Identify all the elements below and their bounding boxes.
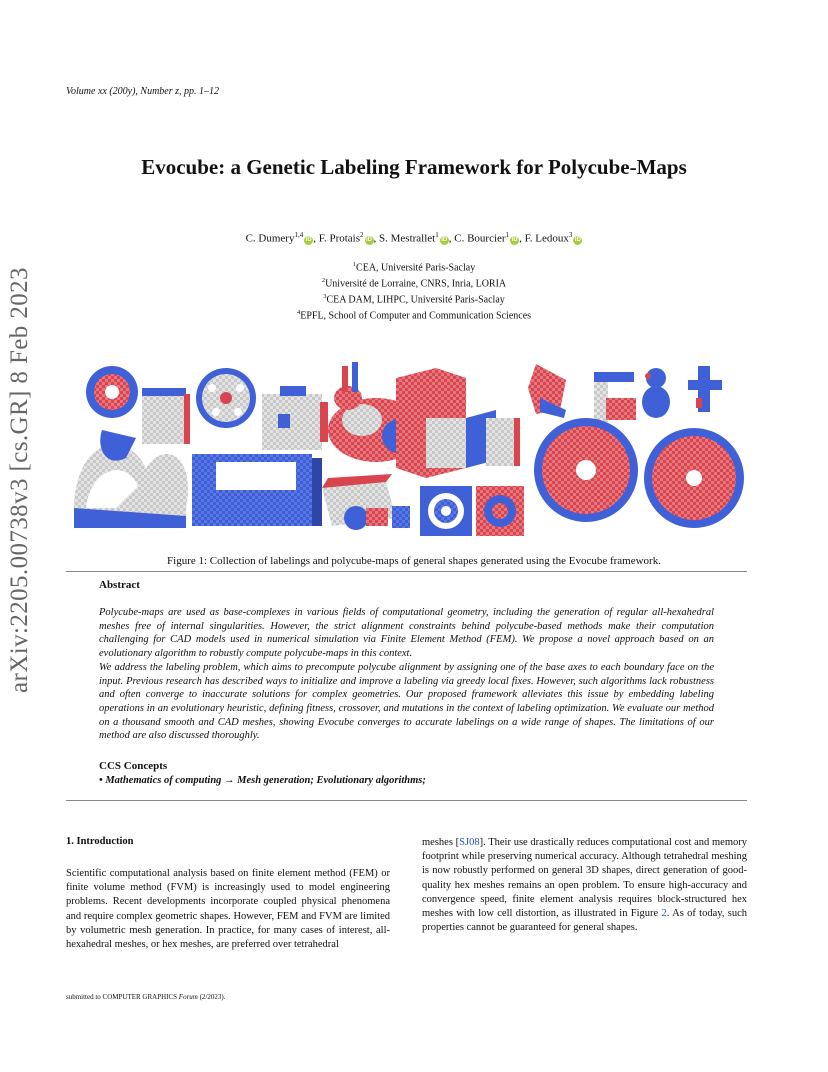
shape-grey-block: [142, 388, 190, 444]
shape-wing: [528, 364, 566, 418]
journal-header: Volume xx (200y), Number z, pp. 1–12: [66, 86, 220, 97]
orcid-icon[interactable]: iD: [441, 236, 448, 243]
author-name: C. Bourcier: [454, 232, 506, 245]
intro-paragraph-left: Scientific computational analysis based on finite element method (FEM) or finite volume method (FVM) is increasingly used to model engineering problems. Recent developments incorporate coupled physical phenomena and require complex geometric shapes. However, FEM and FVM are limited by volumetric mesh generation. In practice, for many cases of interest, all-hexahedral meshes, or hex meshes, are preferred over tetrahedral: [66, 868, 390, 951]
affiliation: [0, 291, 828, 307]
author-name: F. Ledoux: [524, 232, 569, 245]
intro-text: . As of today, such properties cannot be guaranteed for general shapes.: [422, 908, 747, 934]
author-name: F. Protais: [318, 232, 361, 245]
paper-title: Evocube: a Genetic Labeling Framework for Polycube-Maps: [141, 155, 687, 179]
ccs-rest: Mesh generation; Evolutionary algorithms;: [237, 775, 426, 786]
shape-cross-block: [262, 386, 328, 450]
footer-text: submitted to COMPUTER GRAPHICS: [66, 993, 179, 1001]
abstract-bottom-rule: [66, 800, 747, 801]
affiliation-sup: 4: [296, 308, 301, 316]
affiliation: [0, 259, 828, 275]
intro-right-column: [422, 836, 747, 935]
citation-link[interactable]: SJ08: [459, 837, 480, 848]
figure-polycube-collection: [66, 358, 762, 548]
shape-fan-grid: [420, 486, 472, 536]
orcid-icon[interactable]: iD: [305, 236, 312, 243]
shape-frame: [74, 430, 188, 528]
author-name: C. Dumery: [245, 232, 295, 245]
affiliation-text: EPFL, School of Computer and Communication Sciences: [300, 310, 532, 322]
shape-t-piece: [688, 366, 722, 412]
abstract-paragraph: Polycube-maps are used as base-complexes in various fields of computational geometry, including the generation of regular all-hexahedral meshes free of internal singularities. However, the strict alignment constraints behind polycube-based methods make their computation challenging for CAD models used in numerical simulation via Finite Element Method (FEM). We propose a novel approach based on an evolutionary algorithm to robustly compute polycube-maps in this context.: [99, 607, 714, 660]
orcid-icon[interactable]: iD: [511, 236, 518, 243]
author-sup: 1: [435, 231, 439, 239]
abstract-heading: Abstract: [99, 579, 140, 591]
orcid-icon[interactable]: iD: [366, 236, 373, 243]
author-name: S. Mestrallet: [379, 232, 436, 245]
arxiv-identifier[interactable]: arXiv:2205.00738v3 [cs.GR] 8 Feb 2023: [6, 267, 33, 693]
abstract-paragraph: We address the labeling problem, which aims to precompute polycube alignment by assigning one of the base axes to each boundary face on the input. Previous research has described ways to initialize and improve a labeling via greedy local fixes. However, such algorithms lack robustness and often converge to inaccurate solutions for complex geometries. Our proposed framework alleviates this issue by embedding labeling operations in an evolutionary heuristic, defining fitness, crossover, and mutations in the context of labeling optimization. We evaluate our method on a thousand smooth and CAD meshes, showing Evocube converges to accurate labelings on a wide range of shapes. The limitations of our method are also discussed thoroughly.: [99, 661, 714, 742]
shape-blue-l: [192, 454, 322, 526]
ccs-concepts: [99, 775, 426, 786]
intro-text: ]. Their use drastically reduces computational cost and memory footprint while preserving numerical accuracy. Although tetrahedral meshing is now robustly performed on general 3D shapes, direct generation of good-quality hex meshes remains an open problem. To ensure high-accuracy and convergence speed, finite element analysis requires block-structured hex meshes with low cell distortion, as illustrated in Figure: [422, 837, 747, 920]
orcid-icon[interactable]: iD: [574, 236, 581, 243]
shape-teddy: [642, 368, 670, 418]
shape-small-pieces: [344, 506, 410, 530]
affiliation-text: CEA, Université Paris-Saclay: [356, 262, 476, 274]
intro-text: meshes [: [422, 837, 460, 848]
abstract-body: [99, 606, 714, 743]
affiliation-sup: 3: [323, 292, 327, 300]
figure-caption: Figure 1: Collection of labelings and polycube-maps of general shapes generated using the Evocube framework.: [167, 555, 661, 567]
shape-stair-block: [396, 368, 520, 478]
affiliation: [0, 275, 828, 291]
author-sup: 1: [505, 231, 510, 239]
shape-gear-large-2: [644, 428, 744, 528]
affiliation-text: CEA DAM, LIHPC, Université Paris-Saclay: [326, 294, 505, 306]
section-heading-introduction: 1. Introduction: [66, 836, 134, 847]
affiliation-sup: 2: [321, 276, 326, 284]
figure-ref-link[interactable]: 2: [661, 908, 667, 920]
affiliations: [0, 259, 828, 323]
author-sup: 2: [360, 231, 364, 239]
footer-text: (2/2023).: [197, 993, 226, 1001]
footer-forum: Forum: [178, 993, 198, 1001]
ccs-bullet: •: [99, 775, 103, 786]
page-footer: [66, 993, 225, 1001]
intro-paragraph-right: [422, 836, 747, 935]
ccs-arrow: →: [224, 775, 235, 786]
affiliation-sup: 1: [352, 261, 357, 268]
ccs-heading: CCS Concepts: [99, 760, 168, 772]
shape-disk-holes: [196, 368, 256, 428]
shape-gear-small: [86, 366, 138, 418]
shape-bracket: [594, 372, 636, 422]
affiliation-text: Université de Lorraine, CNRS, Inria, LORIA: [325, 278, 507, 290]
shape-fan-grid-2: [476, 486, 524, 536]
author-sup: 3: [568, 231, 573, 239]
author-sup: 1,4: [294, 231, 304, 239]
intro-left-column: [66, 867, 390, 952]
ccs-item: Mathematics of computing: [105, 775, 222, 786]
author-list: C. Dumery$^{1,4}$iD , F. Protais$^2$iD , S. Mestrallet$^1$iD , C. Bourcier$^1$iD , F. Ledoux$^3$iD: [245, 231, 581, 245]
shape-gear-large-1: [534, 418, 638, 522]
affiliation: [0, 307, 828, 323]
abstract-top-rule: [66, 571, 747, 572]
